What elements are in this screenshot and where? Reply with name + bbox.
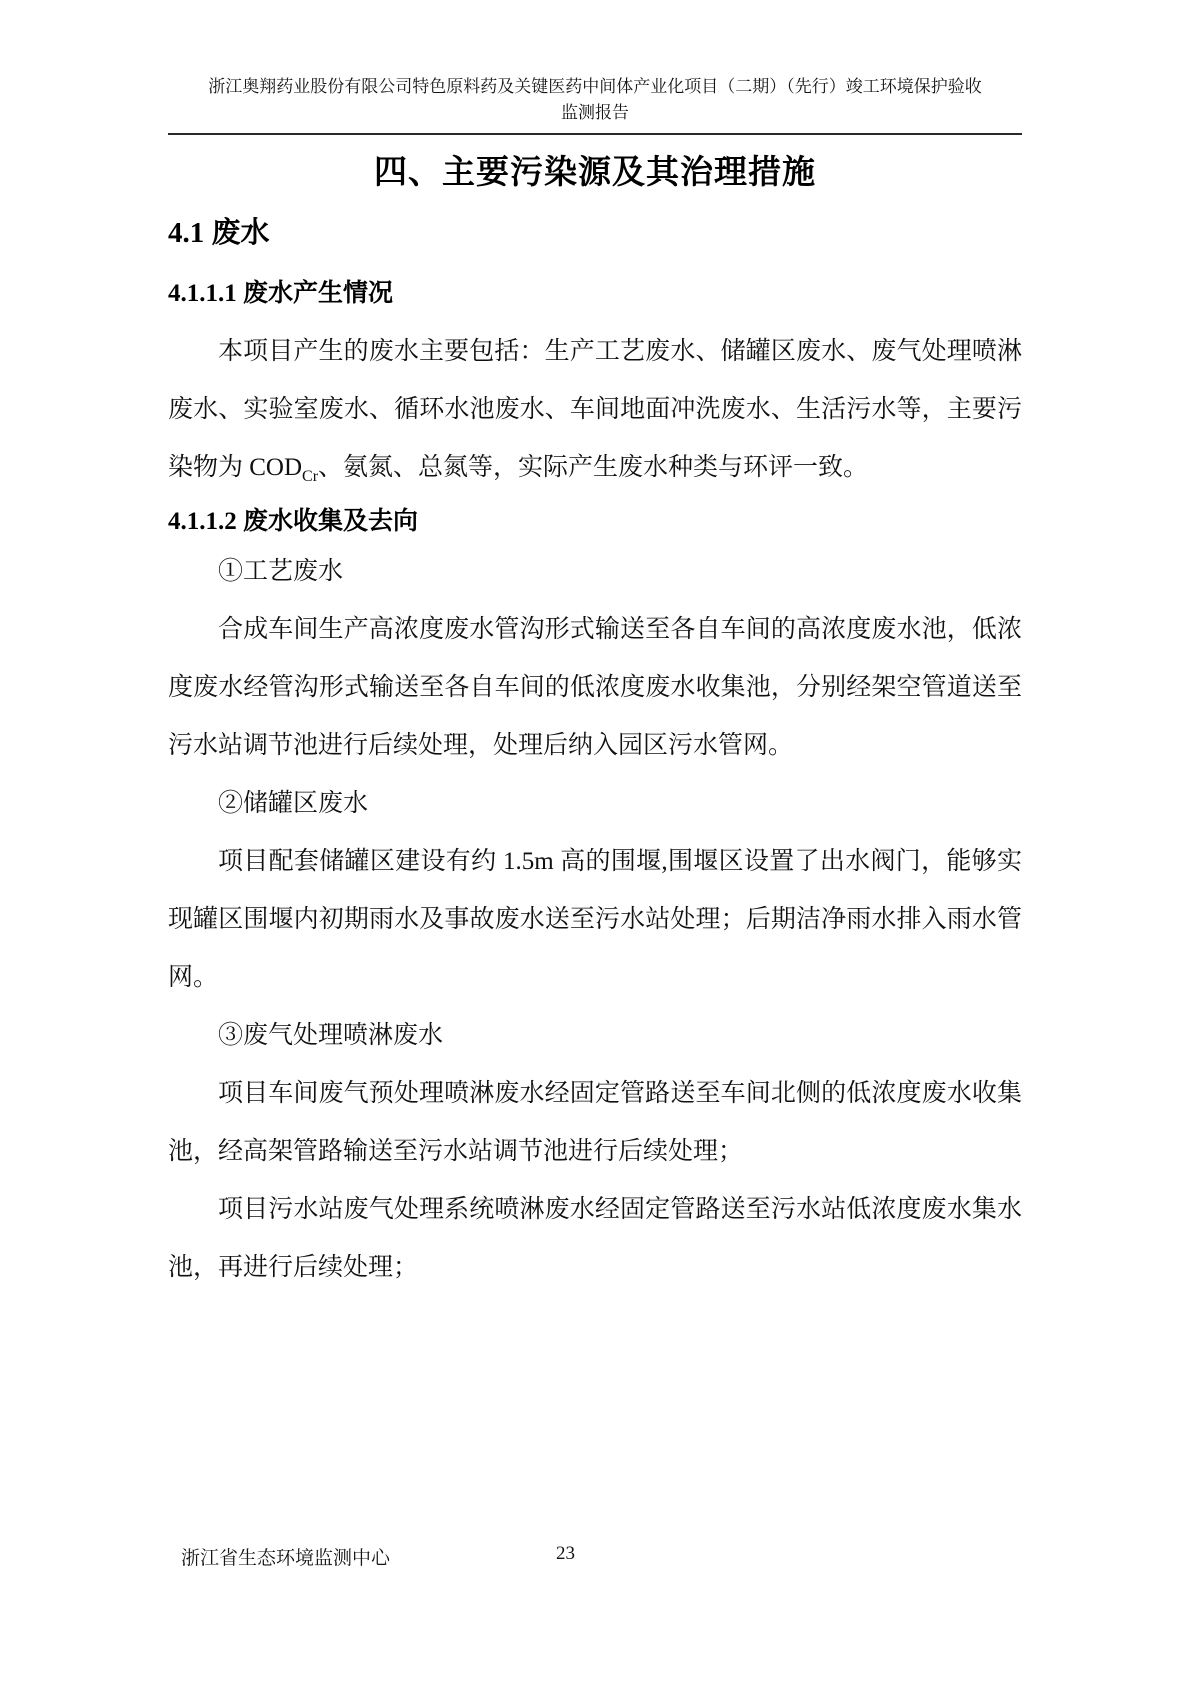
page-footer: [0, 1543, 1190, 1573]
heading-4-1: 4.1 废水: [168, 217, 270, 249]
footer-organization: 浙江省生态环境监测中心: [181, 1548, 391, 1569]
list-item-1-label: ①工艺废水: [218, 558, 344, 585]
list-item-2-label: ②储罐区废水: [218, 790, 369, 817]
paragraph-text: 本项目产生的废水主要包括：生产工艺废水、储罐区废水、废气处理喷淋废水、实验室废水、循环水池废水、车间地面冲洗废水、生活污水等，主要污染物为 COD: [168, 338, 1022, 481]
cod-subscript: Cr: [302, 468, 319, 485]
paragraph-spray-wastewater-workshop: 项目车间废气预处理喷淋废水经固定管路送至车间北侧的低浓度废水收集池，经高架管路输送至污水站调节池进行后续处理；: [168, 1080, 1022, 1165]
header-line-2: 监测报告: [561, 103, 629, 122]
list-item-3-label: ③废气处理喷淋废水: [218, 1022, 444, 1049]
paragraph-wastewater-generation: [168, 323, 1022, 497]
paragraph-process-wastewater: 合成车间生产高浓度废水管沟形式输送至各自车间的高浓度废水池，低浓度废水经管沟形式输送至各自车间的低浓度废水收集池，分别经架空管道送至污水站调节池进行后续处理，处理后纳入园区污水管网。: [168, 616, 1022, 759]
footer-page-number: 23: [556, 1543, 575, 1564]
paragraph-spray-wastewater-station: 项目污水站废气处理系统喷淋废水经固定管路送至污水站低浓度废水集水池，再进行后续处理；: [168, 1196, 1022, 1281]
paragraph-tank-farm-wastewater: 项目配套储罐区建设有约 1.5m 高的围堰,围堰区设置了出水阀门，能够实现罐区围堰内初期雨水及事故废水送至污水站处理；后期洁净雨水排入雨水管网。: [168, 848, 1022, 991]
paragraph-text: 、氨氮、总氮等，实际产生废水种类与环评一致。: [318, 454, 869, 481]
chapter-title: 四、主要污染源及其治理措施: [374, 153, 816, 190]
heading-4-1-1-1: 4.1.1.1 废水产生情况: [168, 280, 394, 307]
header-line-1: 浙江奥翔药业股份有限公司特色原料药及关键医药中间体产业化项目（二期）（先行）竣工环境保护验收: [208, 77, 982, 96]
page-header: [168, 0, 1022, 135]
heading-4-1-1-2: 4.1.1.2 废水收集及去向: [168, 508, 419, 535]
